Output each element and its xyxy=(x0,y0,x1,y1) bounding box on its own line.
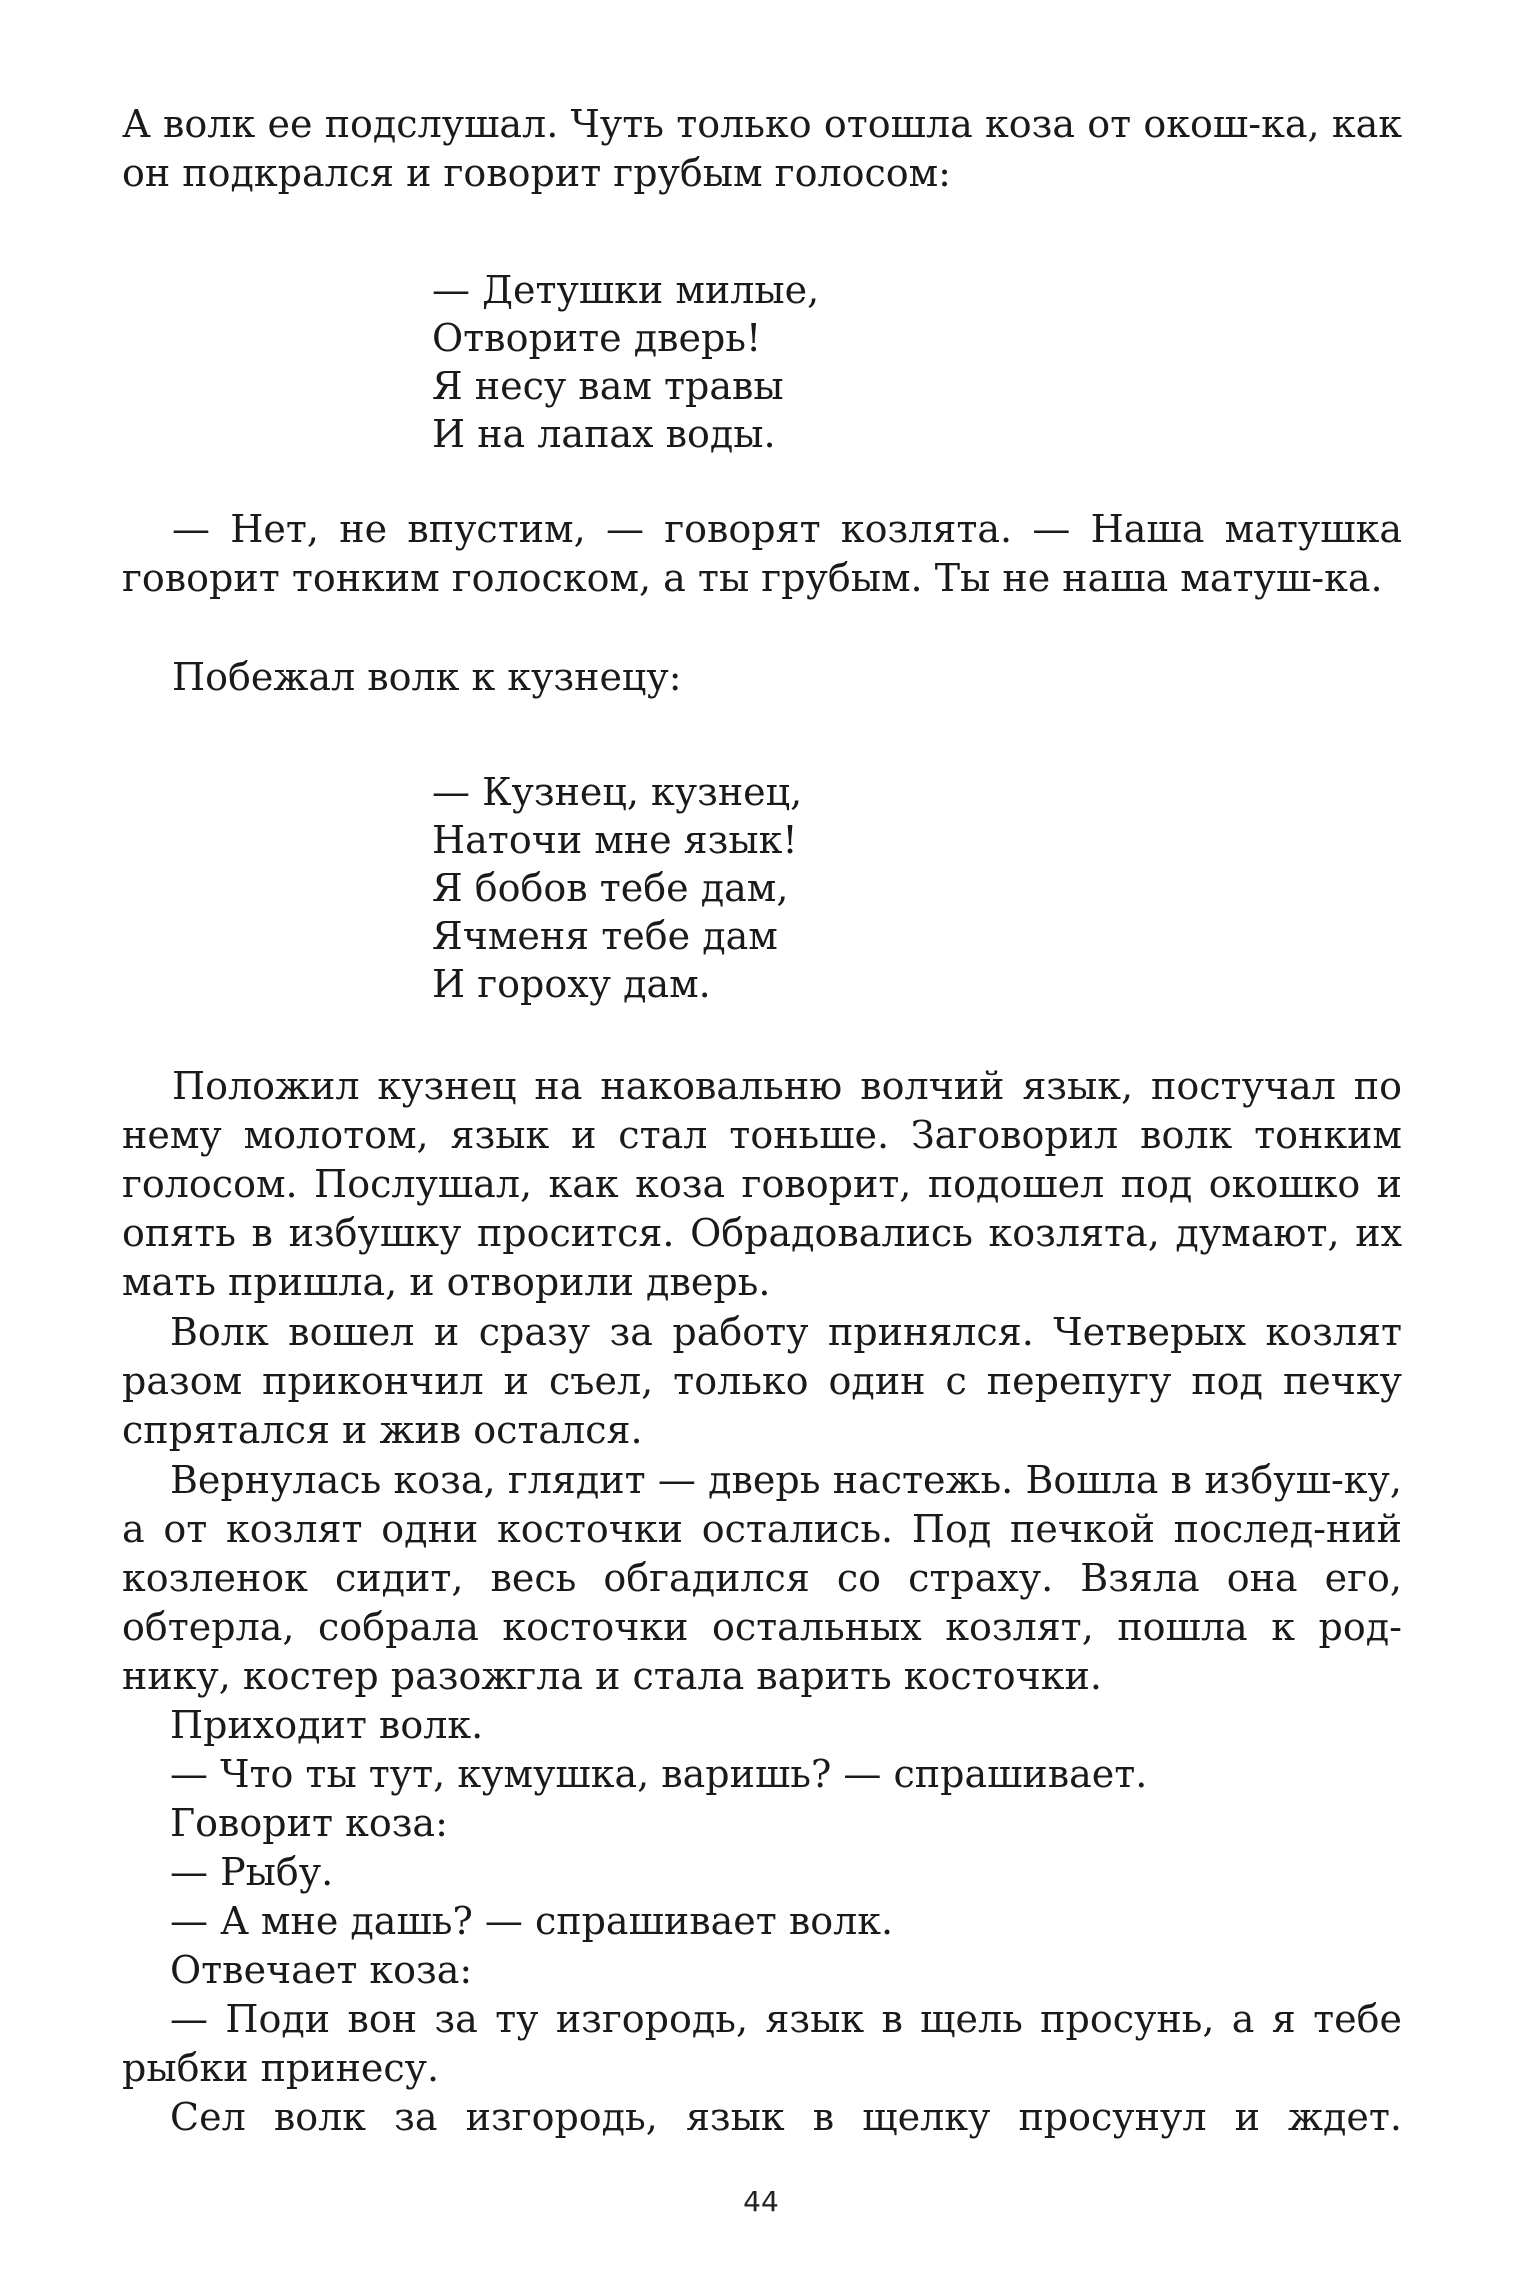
paragraph-8-text: — Что ты тут, кумушка, варишь? — спрашивает. xyxy=(170,1752,1148,1796)
verse-1-line-3: Я несу вам травы xyxy=(432,364,784,408)
paragraph-3 xyxy=(122,653,1402,702)
paragraph-13 xyxy=(122,1995,1402,2093)
paragraph-9 xyxy=(122,1799,1402,1848)
verse-2-line-4: Ячменя тебе дам xyxy=(432,914,778,958)
verse-2 xyxy=(432,768,1522,1008)
verse-2-line-5: И гороху дам. xyxy=(432,962,711,1006)
paragraph-14-text: Сел волк за изгородь, язык в щелку просунул и ждет. xyxy=(170,2095,1402,2139)
paragraph-1 xyxy=(122,100,1402,198)
paragraph-2-text: — Нет, не впустим, — говорят козлята. — Наша матушка говорит тонким голоском, а ты грубым. Ты не наша матуш-ка. xyxy=(122,507,1402,600)
paragraph-6-text: Вернулась коза, глядит — дверь настежь. Вошла в избуш-ку, а от козлят одни косточки остались. Под печкой послед-ний козленок сидит, весь обгадился со страху. Взяла она его, обтерла, собрала косточки остальных козлят, пошла к род-нику, костер разожгла и стала варить косточки. xyxy=(122,1458,1402,1698)
verse-2-line-1: — Кузнец, кузнец, xyxy=(432,770,803,814)
paragraph-5-text: Волк вошел и сразу за работу принялся. Четверых козлят разом прикончил и съел, только один с перепугу под печку спрятался и жив остался. xyxy=(122,1310,1402,1452)
paragraph-11-text: — А мне дашь? — спрашивает волк. xyxy=(170,1899,894,1943)
verse-1-line-1: — Детушки милые, xyxy=(432,268,820,312)
paragraph-4-text: Положил кузнец на наковальню волчий язык, постучал по нему молотом, язык и стал тоньше. Заговорил волк тонким голосом. Послушал, как коза говорит, подошел под окошко и опять в избушку просится. Обрадовались козлята, думают, их мать пришла, и отворили дверь. xyxy=(122,1064,1402,1304)
verse-2-line-2: Наточи мне язык! xyxy=(432,818,798,862)
paragraph-3-text: Побежал волк к кузнецу: xyxy=(172,655,682,699)
verse-1-line-4: И на лапах воды. xyxy=(432,412,776,456)
paragraph-10 xyxy=(122,1848,1402,1897)
paragraph-12 xyxy=(122,1946,1402,1995)
verse-1-line-2: Отворите дверь! xyxy=(432,316,762,360)
paragraph-13-text: — Поди вон за ту изгородь, язык в щель просунь, а я тебе рыбки принесу. xyxy=(122,1997,1402,2090)
paragraph-4 xyxy=(122,1062,1402,1307)
paragraph-5 xyxy=(122,1308,1402,1455)
paragraph-12-text: Отвечает коза: xyxy=(170,1948,473,1992)
verse-1 xyxy=(432,266,1522,458)
paragraph-7 xyxy=(122,1701,1402,1750)
paragraph-9-text: Говорит коза: xyxy=(170,1801,448,1845)
page-number: 44 xyxy=(743,2185,779,2218)
paragraph-1-text: А волк ее подслушал. Чуть только отошла коза от окош-ка, как он подкрался и говорит грубым голосом: xyxy=(122,102,1402,195)
verse-2-line-3: Я бобов тебе дам, xyxy=(432,866,789,910)
paragraph-10-text: — Рыбу. xyxy=(170,1850,334,1894)
paragraph-2 xyxy=(122,505,1402,603)
paragraph-14 xyxy=(122,2093,1402,2142)
paragraph-8 xyxy=(122,1750,1402,1799)
paragraph-11 xyxy=(122,1897,1402,1946)
paragraph-6 xyxy=(122,1456,1402,1701)
paragraph-7-text: Приходит волк. xyxy=(170,1703,484,1747)
page-body xyxy=(122,100,1402,2220)
